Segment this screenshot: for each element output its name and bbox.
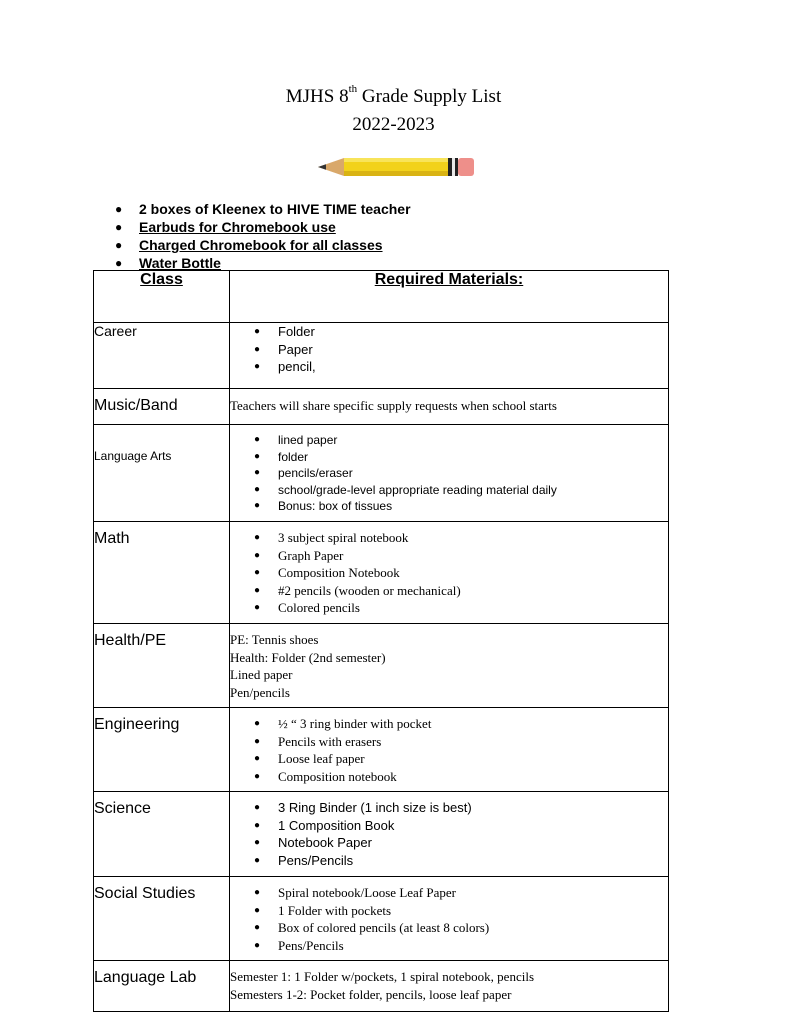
table-row — [94, 792, 669, 877]
class-name: Science — [94, 792, 230, 877]
list-item: ● Earbuds for Chromebook use — [115, 218, 411, 236]
list-item: ● Graph Paper — [230, 547, 668, 565]
table-row — [94, 708, 669, 792]
list-item: ● pencil, — [230, 358, 668, 376]
class-name: Math — [94, 522, 230, 624]
page-title: MJHS 8th Grade Supply List — [285, 83, 502, 107]
table-row — [94, 624, 669, 708]
material-line: Health: Folder (2nd semester) — [230, 649, 386, 665]
general-supplies-list — [115, 200, 411, 272]
materials-lines — [230, 961, 669, 1012]
list-item: ● Notebook Paper — [230, 834, 668, 852]
class-name: Health/PE — [94, 624, 230, 708]
materials-column-header: Required Materials: — [230, 271, 669, 323]
list-item: ● pencils/eraser — [230, 465, 668, 482]
table-row — [94, 389, 669, 425]
list-item: ● Pens/Pencils — [230, 852, 668, 870]
class-name: Music/Band — [94, 389, 230, 425]
materials-list — [230, 323, 668, 376]
list-item: ● 1 Folder with pockets — [230, 902, 668, 920]
list-item: ● ½ “ 3 ring binder with pocket — [230, 715, 668, 733]
list-item: ● Bonus: box of tissues — [230, 498, 668, 515]
material-line: Pen/pencils — [230, 684, 290, 700]
table-header-row — [94, 271, 669, 323]
pencil-icon — [318, 156, 474, 178]
material-line: Semester 1: 1 Folder w/pockets, 1 spiral notebook, pencils — [230, 969, 535, 984]
list-item: ● 2 boxes of Kleenex to HIVE TIME teacher — [115, 200, 411, 218]
list-item: ● Folder — [230, 323, 668, 341]
list-item: ● Pencils with erasers — [230, 733, 668, 751]
material-line: Lined paper — [230, 667, 293, 682]
class-name: Social Studies — [94, 877, 230, 961]
list-item: ● Water Bottle — [115, 254, 411, 272]
list-item: ● lined paper — [230, 432, 668, 449]
list-item: ● 3 subject spiral notebook — [230, 529, 668, 547]
materials-list — [230, 715, 668, 785]
material-line: PE: Tennis shoes — [230, 632, 319, 647]
class-name: Language Arts — [94, 425, 230, 522]
list-item: ● Pens/Pencils — [230, 937, 668, 955]
class-name: Engineering — [94, 708, 230, 792]
list-item: ● Composition notebook — [230, 768, 668, 786]
list-item: ● Paper — [230, 341, 668, 359]
list-item: ● Colored pencils — [230, 599, 668, 617]
table-row — [94, 323, 669, 389]
list-item: ● Spiral notebook/Loose Leaf Paper — [230, 884, 668, 902]
table-row — [94, 961, 669, 1012]
list-item: ● Box of colored pencils (at least 8 colors) — [230, 919, 668, 937]
materials-text: Teachers will share specific supply requests when school starts — [230, 389, 669, 425]
materials-list — [230, 529, 668, 617]
class-name: Language Lab — [94, 961, 230, 1012]
materials-lines — [230, 624, 669, 708]
list-item: ● Loose leaf paper — [230, 750, 668, 768]
list-item: ● school/grade-level appropriate reading material daily — [230, 482, 668, 499]
list-item: ● 1 Composition Book — [230, 817, 668, 835]
table-row — [94, 425, 669, 522]
materials-list — [230, 432, 668, 515]
table-row — [94, 522, 669, 624]
school-year: 2022-2023 — [352, 114, 435, 135]
materials-list — [230, 884, 668, 954]
material-line: Semesters 1-2: Pocket folder, pencils, loose leaf paper — [230, 986, 512, 1002]
table-row — [94, 877, 669, 961]
list-item: ● Composition Notebook — [230, 564, 668, 582]
class-column-header: Class — [94, 271, 230, 323]
list-item: ● 3 Ring Binder (1 inch size is best) — [230, 799, 668, 817]
list-item: ● folder — [230, 449, 668, 466]
list-item: ● #2 pencils (wooden or mechanical) — [230, 582, 668, 600]
class-name: Career — [94, 323, 230, 389]
supply-table — [93, 270, 669, 1012]
materials-list — [230, 799, 668, 869]
list-item: ● Charged Chromebook for all classes — [115, 236, 411, 254]
